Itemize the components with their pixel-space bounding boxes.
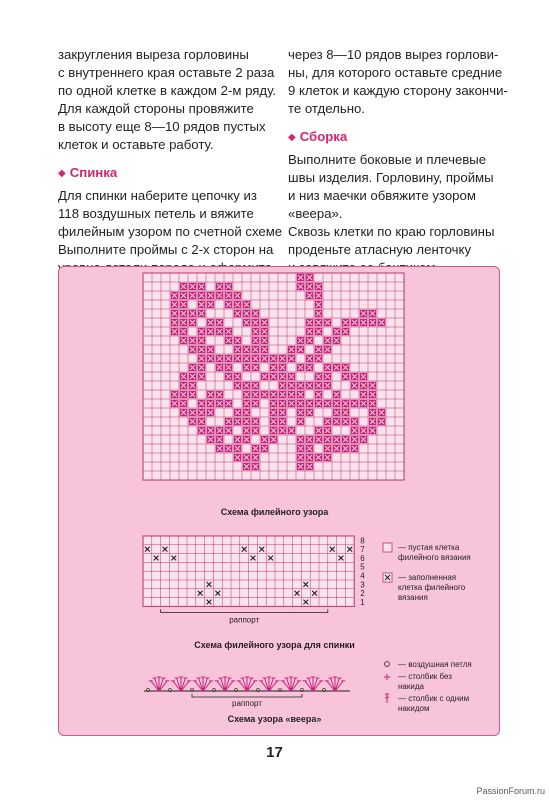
text-line: те отдельно. — [288, 101, 365, 116]
text-line: проденьте атласную ленточку — [288, 242, 472, 257]
legend-text: вязания — [398, 593, 428, 602]
row-number: 5 — [360, 562, 365, 572]
row-number: 7 — [360, 545, 365, 555]
row-number: 1 — [360, 597, 365, 607]
text-line: по одной клетке в каждом 2-м ряду. — [58, 83, 277, 98]
repeat-bracket — [161, 609, 328, 612]
text-line: 118 воздушных петель и вяжите — [58, 206, 254, 221]
chart2-caption: Схема филейного узора для спинки — [194, 640, 355, 650]
legend-icons — [383, 543, 392, 703]
text-line: закругления выреза горловины — [58, 47, 249, 62]
legend-empty-cell — [398, 543, 471, 563]
chart3-caption: Схема узора «веера» — [227, 714, 322, 724]
heading-text: Спинка — [69, 165, 118, 180]
text-line: Выполните проймы с 2-х сторон на — [58, 242, 274, 257]
legend-single-crochet — [398, 672, 452, 692]
diamond-icon: ◆ — [58, 168, 66, 179]
legend-filled-cell — [398, 573, 465, 603]
fan-stitch-chart — [144, 677, 350, 708]
text-line: в высоту еще 8—10 рядов пустых — [58, 119, 266, 134]
chain-icon — [385, 662, 390, 667]
double-crochet-icon — [385, 694, 389, 703]
repeat-label: раппорт — [229, 615, 260, 625]
legend-text: филейного вязания — [398, 553, 471, 562]
text-line: Сквозь клетки по краю горловины — [288, 224, 495, 239]
legend-text: клетка филейного — [398, 583, 466, 592]
row-number: 4 — [360, 571, 365, 581]
text-line: и низ маечки обвяжите узором — [288, 188, 476, 203]
text-line: филейным узором по счетной схеме — [58, 224, 283, 239]
watermark: PassionForum.ru — [476, 786, 545, 796]
row-number: 2 — [360, 589, 365, 599]
filet-chart-back — [143, 536, 365, 624]
legend-double-crochet — [398, 694, 469, 714]
text-line: ны, для которого оставьте средние — [288, 65, 503, 80]
text-line: швы изделия. Горловину, проймы — [288, 170, 494, 185]
legend-text: — воздушная петля — [398, 660, 472, 669]
heading-text: Сборка — [299, 129, 348, 144]
legend-text: — столбик без — [398, 672, 452, 681]
single-crochet-icon — [384, 674, 390, 680]
text-line: Для спинки наберите цепочку из — [58, 188, 257, 203]
row-number: 8 — [360, 536, 365, 546]
text-line: Выполните боковые и плечевые — [288, 152, 487, 167]
text-line: клеток и оставьте работу. — [58, 137, 214, 152]
legend-chain — [398, 660, 472, 670]
text-line: «веера». — [288, 206, 343, 221]
page-number: 17 — [266, 744, 283, 761]
legend-text: — пустая клетка — [398, 543, 460, 552]
text-line: через 8—10 рядов вырез горлови- — [288, 47, 499, 62]
diamond-icon: ◆ — [288, 132, 296, 143]
legend-text: накидом — [398, 704, 430, 713]
empty-cell-icon — [383, 543, 392, 552]
repeat-bracket — [192, 694, 302, 697]
row-number: 6 — [360, 553, 365, 563]
legend-text: — заполненная — [398, 573, 457, 582]
text-line: 9 клеток и каждую сторону закончи- — [288, 83, 508, 98]
repeat-label: раппорт — [232, 699, 262, 708]
row-number: 3 — [360, 580, 365, 590]
chart1-caption: Схема филейного узора — [220, 507, 329, 517]
text-line: с внутреннего края оставьте 2 раза — [58, 65, 275, 80]
filet-chart-main — [143, 273, 404, 480]
legend-text: накида — [398, 682, 424, 691]
text-line: Для каждой стороны провяжите — [58, 101, 254, 116]
legend-text: — столбик с одним — [398, 694, 470, 703]
